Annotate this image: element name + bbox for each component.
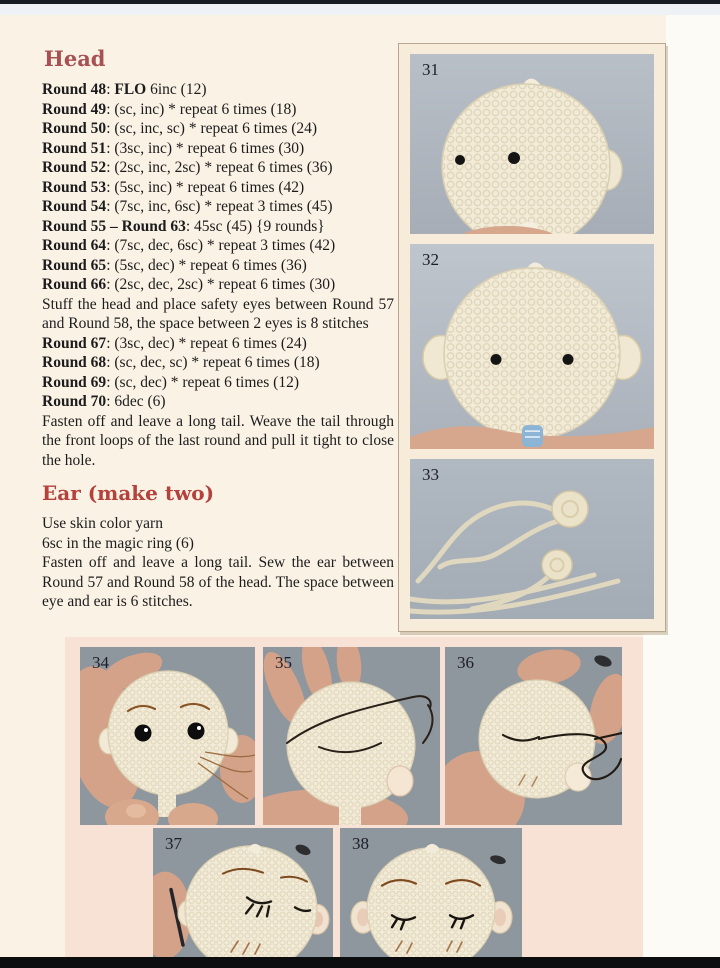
pattern-line: Round 51: (3sc, inc) * repeat 6 times (30) (42, 139, 305, 157)
photo-number: 36 (457, 653, 474, 672)
photo-number: 37 (165, 834, 182, 853)
photo-frame-column (398, 43, 666, 632)
top-light-strip (0, 4, 720, 15)
instructions-column (42, 46, 394, 612)
photo-37 (153, 828, 333, 957)
pattern-line: Round 69: (sc, dec) * repeat 6 times (12) (42, 373, 299, 391)
pattern-line: Use skin color yarn (42, 515, 163, 532)
section-title-ear: Ear (make two) (42, 481, 215, 505)
pattern-line: Fasten off and leave a long tail. Weave the tail through the front loops of the last round and pull it tight to close the hole. (42, 412, 394, 469)
photo-34-illustration (80, 647, 255, 825)
photo-31-illustration (410, 54, 654, 234)
photo-number: 35 (275, 653, 292, 672)
pattern-line: Round 66: (2sc, dec, 2sc) * repeat 6 times (30) (42, 276, 336, 293)
pattern-line: 6sc in the magic ring (6) (42, 534, 194, 552)
pattern-line: Stuff the head and place safety eyes between Round 57 and Round 58, the space between 2 eyes is 8 stitches (42, 295, 394, 332)
pattern-line: Round 65: (5sc, dec) * repeat 6 times (36) (42, 256, 307, 274)
photo-36 (445, 647, 622, 825)
photo-32 (410, 244, 654, 449)
pattern-line: Round 53: (5sc, inc) * repeat 6 times (42) (42, 178, 305, 196)
pattern-line: Round 67: (3sc, dec) * repeat 6 times (24) (42, 334, 307, 352)
pattern-line: Round 68: (sc, dec, sc) * repeat 6 times (18) (42, 354, 320, 371)
pattern-line: Round 64: (7sc, dec, 6sc) * repeat 3 times (42) (42, 237, 336, 254)
pattern-line: Round 50: (sc, inc, sc) * repeat 6 times (24) (42, 120, 318, 137)
photo-number: 34 (92, 653, 109, 672)
bottom-dark-band (0, 957, 720, 968)
section-title-head: Head (44, 46, 106, 71)
photo-34 (80, 647, 255, 825)
photo-number: 33 (422, 465, 439, 484)
pattern-line: Fasten off and leave a long tail. Sew the ear between Round 57 and Round 58 of the head. The space between eye and ear is 6 stitches. (42, 554, 394, 610)
pattern-line: Round 48: FLO 6inc (12) (42, 81, 207, 98)
photo-number: 32 (422, 250, 439, 269)
photo-33-illustration (410, 459, 654, 619)
pattern-line: Round 52: (2sc, inc, 2sc) * repeat 6 times (36) (42, 159, 333, 176)
photo-35-illustration (263, 647, 440, 825)
photo-collage-panel (65, 637, 643, 957)
photo-38 (340, 828, 522, 957)
photo-33 (410, 459, 654, 619)
bottom-right-margin (643, 633, 720, 957)
photo-31 (410, 54, 654, 234)
photo-32-illustration (410, 244, 654, 449)
photo-35 (263, 647, 440, 825)
ear-instructions (42, 514, 394, 612)
photo-36-illustration (445, 647, 622, 825)
pattern-line: Round 49: (sc, inc) * repeat 6 times (18) (42, 100, 297, 118)
photo-number: 31 (422, 60, 439, 79)
pattern-line: Round 55 – Round 63: 45sc (45) {9 rounds} (42, 217, 325, 235)
pattern-line: Round 70: 6dec (6) (42, 393, 166, 410)
photo-number: 38 (352, 834, 369, 853)
head-instructions (42, 80, 394, 470)
pattern-line: Round 54: (7sc, inc, 6sc) * repeat 3 times (45) (42, 198, 333, 215)
